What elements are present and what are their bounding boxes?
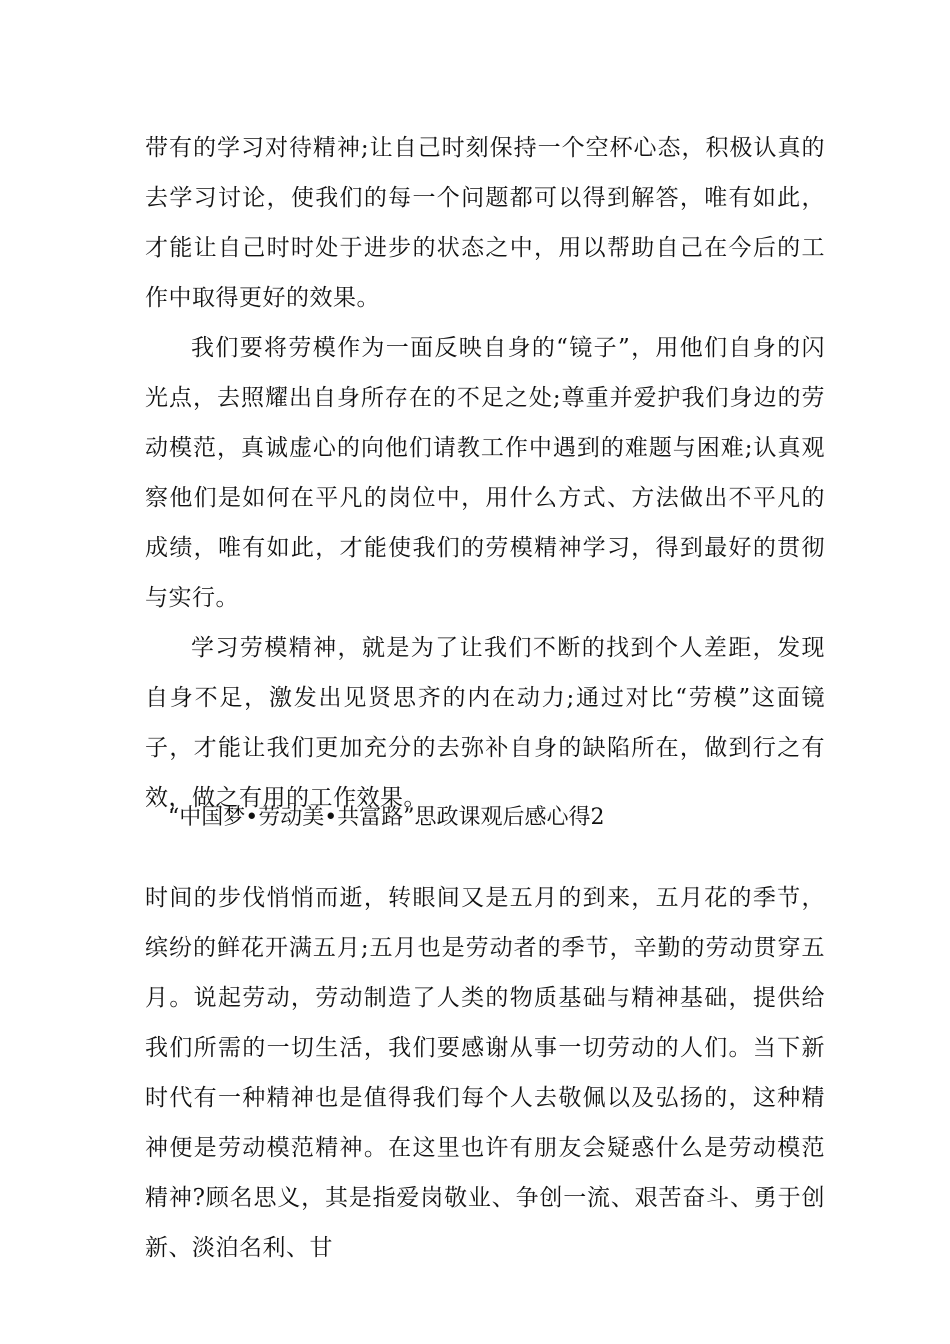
bottom-text-section xyxy=(145,873,825,1273)
paragraph-3: 学习劳模精神，就是为了让我们不断的找到个人差距，发现自身不足，激发出见贤思齐的内在动力;通过对比“劳模”这面镜子，才能让我们更加充分的去弥补自身的缺陷所在，做到行之有效，做之有用的工作效果。 xyxy=(145,635,825,811)
paragraph-4: 时间的步伐悄悄而逝，转眼间又是五月的到来，五月花的季节，缤纷的鲜花开满五月;五月也是劳动者的季节，辛勤的劳动贯穿五月。说起劳动，劳动制造了人类的物质基础与精神基础，提供给我们所需的一切生活，我们要感谢从事一切劳动的人们。当下新时代有一种精神也是值得我们每个人去敬佩以及弘扬的，这种精神便是劳动模范精神。在这里也许有朋友会疑惑什么是劳动模范精神?顾名思义，其是指爱岗敬业、争创一流、艰苦奋斗、勇于创新、淡泊名利、甘 xyxy=(145,885,825,1261)
top-text-section xyxy=(145,123,825,823)
paragraph-1: 带有的学习对待精神;让自己时刻保持一个空杯心态，积极认真的去学习讨论，使我们的每一个问题都可以得到解答，唯有如此，才能让自己时时处于进步的状态之中，用以帮助自己在今后的工作中取得更好的效果。 xyxy=(145,135,825,311)
section-heading: “中国梦•劳动美•共富路”思政课观后感心得2 xyxy=(168,805,605,830)
paragraph-2: 我们要将劳模作为一面反映自身的“镜子”，用他们自身的闪光点，去照耀出自身所存在的不足之处;尊重并爱护我们身边的劳动模范，真诚虚心的向他们请教工作中遇到的难题与困难;认真观察他们是如何在平凡的岗位中，用什么方式、方法做出不平凡的成绩，唯有如此，才能使我们的劳模精神学习，得到最好的贯彻与实行。 xyxy=(145,335,825,611)
